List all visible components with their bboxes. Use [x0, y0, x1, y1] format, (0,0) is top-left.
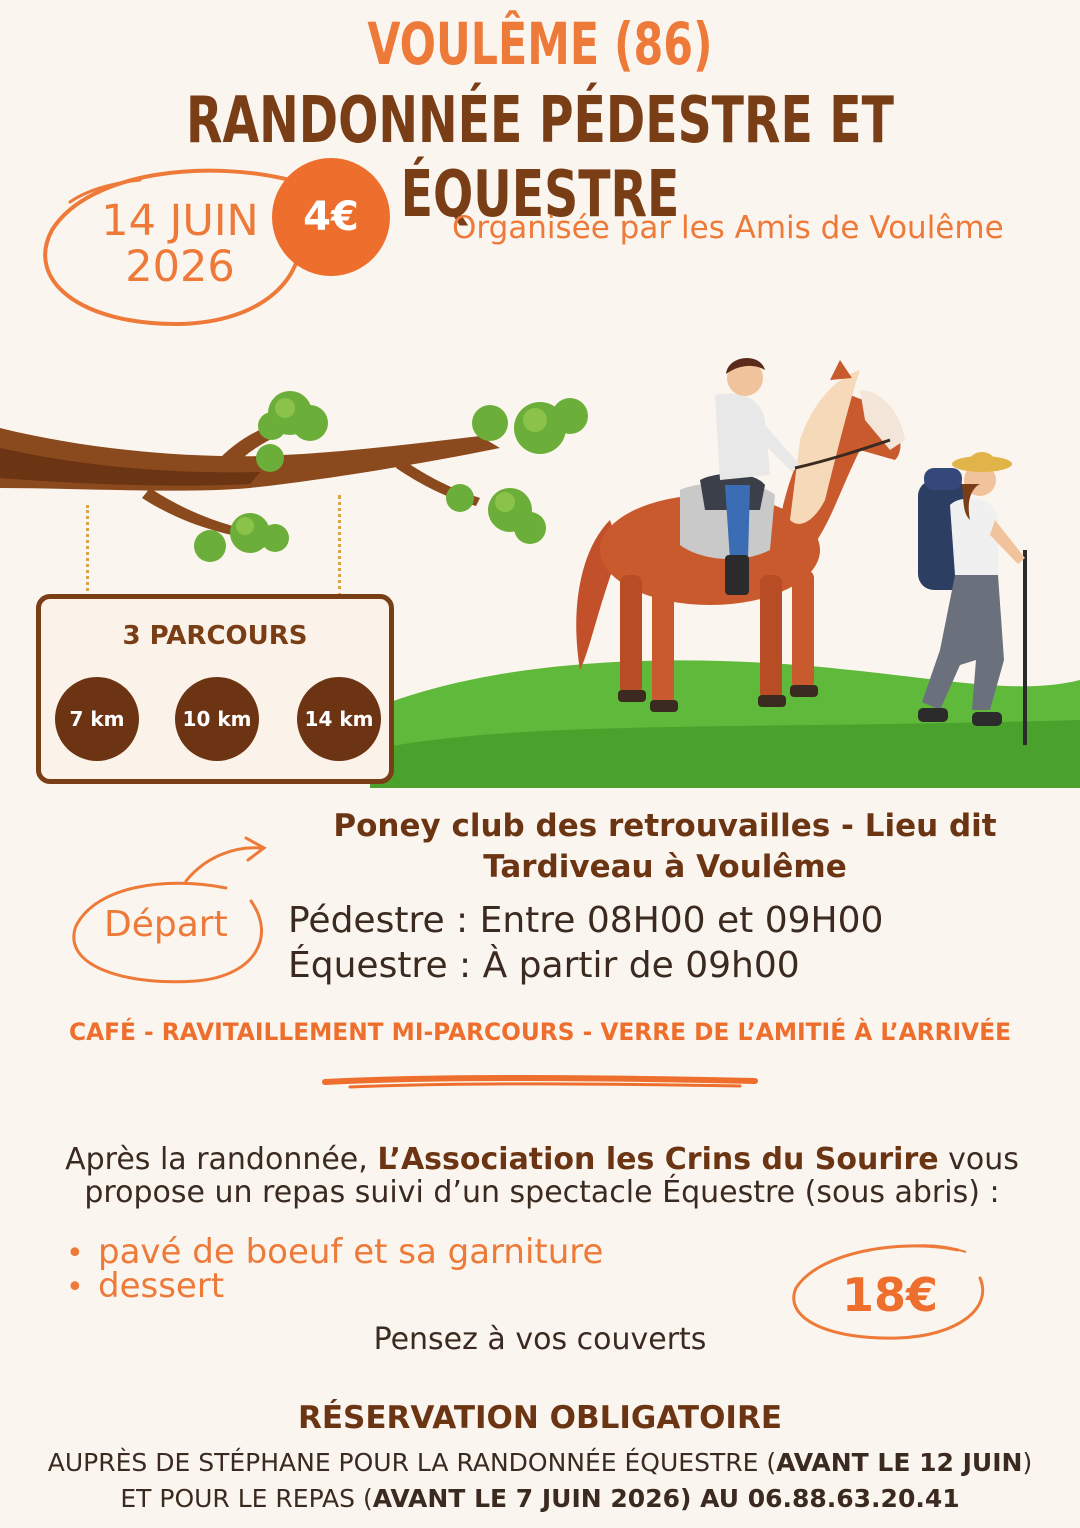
reservation-line-1-end: )	[1022, 1448, 1033, 1477]
departure-place-line2: Tardiveau à Voulême	[483, 849, 847, 885]
extras-banner: CAFÉ - RAVITAILLEMENT MI-PARCOURS - VERRE DE L’AMITIÉ À L’ARRIVÉE	[68, 1018, 1012, 1046]
reservation-title: RÉSERVATION OBLIGATOIRE	[297, 1400, 783, 1436]
meal-price: 18€	[841, 1268, 939, 1322]
reservation-line-2	[0, 1484, 1080, 1513]
departure-times	[288, 898, 883, 988]
course-distance-7: 7 km	[55, 677, 139, 761]
reservation-line-2-text: ET POUR LE REPAS (	[120, 1484, 373, 1513]
event-date	[95, 198, 265, 290]
reservation-deadline-meal-phone: AVANT LE 7 JUIN 2026) AU 06.88.63.20.41	[372, 1484, 960, 1513]
course-distance-10: 10 km	[175, 677, 259, 761]
courses-signboard	[36, 594, 394, 784]
menu-item-label: pavé de boeuf et sa garniture	[98, 1232, 604, 1272]
cutlery-note: Pensez à vos couverts	[373, 1322, 707, 1357]
menu-item	[66, 1266, 603, 1306]
association-name: L’Association les Crins du Sourire	[377, 1142, 939, 1177]
sign-chain-left	[86, 505, 95, 597]
reservation-line-1	[0, 1448, 1080, 1477]
meal-intro: Après la randonnée,	[65, 1142, 378, 1177]
meal-intro-end: vous propose un repas suivi d’un spectacle Équestre (sous abris) :	[84, 1142, 1019, 1210]
departure-place	[310, 806, 1020, 888]
horse-rider-illustration	[560, 350, 910, 730]
title-event: RANDONNÉE PÉDESTRE ET ÉQUESTRE	[186, 84, 894, 232]
course-distance-14: 14 km	[297, 677, 381, 761]
reservation-deadline-ride: AVANT LE 12 JUIN	[776, 1448, 1023, 1477]
hiker-illustration	[900, 440, 1050, 760]
ride-start-time: Équestre : À partir de 09h00	[288, 945, 800, 986]
entry-price-badge: 4€	[272, 158, 390, 276]
event-date-day: 14 JUIN	[101, 196, 259, 246]
organizer-text: Organisée par les Amis de Voulême	[452, 210, 1004, 246]
title-location: VOULÊME (86)	[367, 10, 713, 78]
sign-chain-right	[338, 495, 347, 597]
meal-description	[24, 1143, 1060, 1209]
reservation-line-1-text: AUPRÈS DE STÉPHANE POUR LA RANDONNÉE ÉQUESTRE (	[47, 1448, 777, 1477]
brush-underline	[320, 1072, 760, 1092]
walk-start-time: Pédestre : Entre 08H00 et 09H00	[288, 900, 884, 941]
menu-item	[66, 1232, 604, 1272]
courses-title: 3 PARCOURS	[122, 621, 308, 651]
depart-label: Départ	[104, 904, 228, 945]
menu-list	[66, 1232, 604, 1306]
menu-item-label: dessert	[98, 1266, 225, 1306]
departure-place-line1: Poney club des retrouvailles - Lieu dit	[333, 808, 997, 844]
event-date-year: 2026	[125, 242, 235, 292]
